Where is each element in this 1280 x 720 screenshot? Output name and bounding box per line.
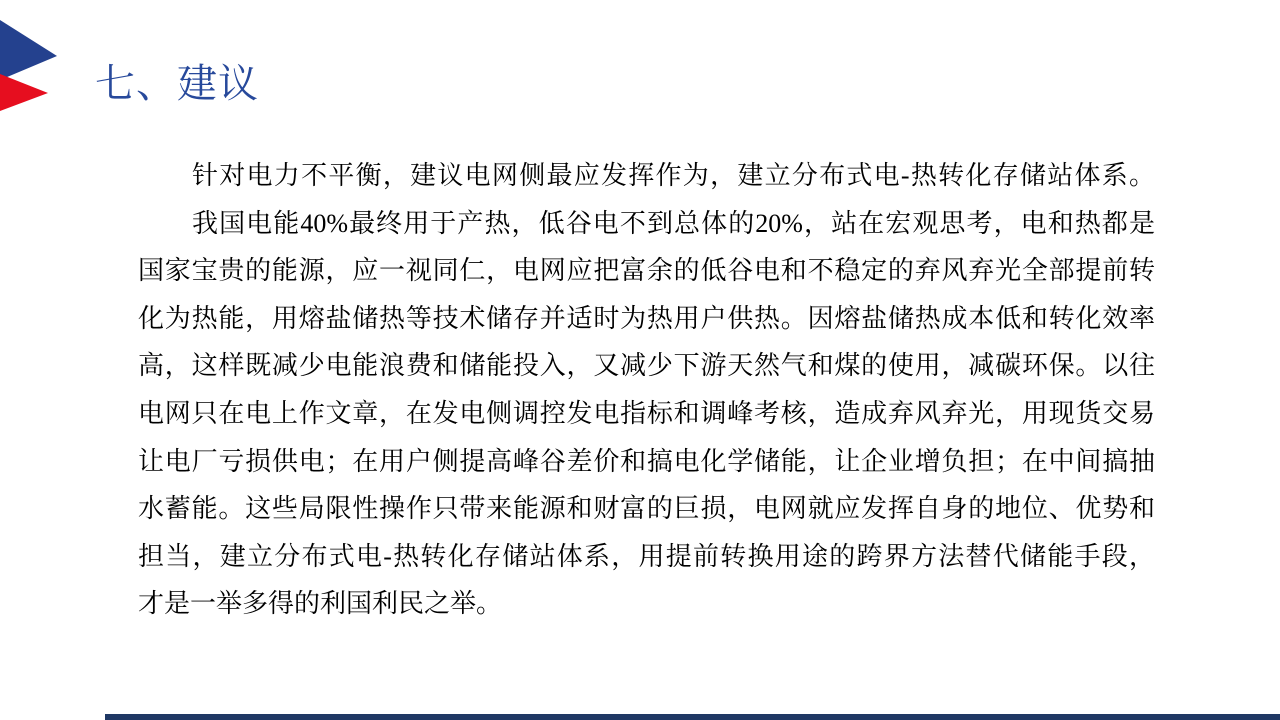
- body-line-7: 让电厂亏损供电；在用户侧提高峰谷差价和搞电化学储能，让企业增负担；在中间搞抽: [138, 446, 1155, 476]
- slide-title: 七、建议: [95, 61, 259, 106]
- body-line-1: 针对电力不平衡，建议电网侧最应发挥作为，建立分布式电-热转化存储站体系。: [192, 161, 1155, 190]
- corner-flag-logo-icon: [0, 0, 60, 115]
- body-line-4: 化为热能，用熔盐储热等技术储存并适时为热用户供热。因熔盐储热成本低和转化效率: [138, 303, 1155, 333]
- body-line-10: 才是一举多得的利国利民之举。: [138, 589, 503, 619]
- footer-accent-bar: [105, 714, 1280, 720]
- body-line-6: 电网只在电上作文章，在发电侧调控发电指标和调峰考核，造成弃风弃光，用现货交易: [138, 398, 1155, 428]
- body-line-2: 我国电能40%最终用于产热，低谷电不到总体的20%，站在宏观思考，电和热都是: [192, 208, 1155, 238]
- slide-body: [138, 152, 1155, 628]
- body-line-5: 高，这样既减少电能浪费和储能投入，又减少下游天然气和煤的使用，减碳环保。以往: [138, 351, 1155, 381]
- logo-blue-triangle: [0, 20, 57, 80]
- body-line-9: 担当，建立分布式电-热转化存储站体系，用提前转换用途的跨界方法替代储能手段，: [138, 541, 1155, 571]
- body-line-8: 水蓄能。这些局限性操作只带来能源和财富的巨损，电网就应发挥自身的地位、优势和: [138, 494, 1155, 524]
- body-line-3: 国家宝贵的能源，应一视同仁，电网应把富余的低谷电和不稳定的弃风弃光全部提前转: [138, 256, 1155, 286]
- logo-red-triangle: [0, 74, 48, 111]
